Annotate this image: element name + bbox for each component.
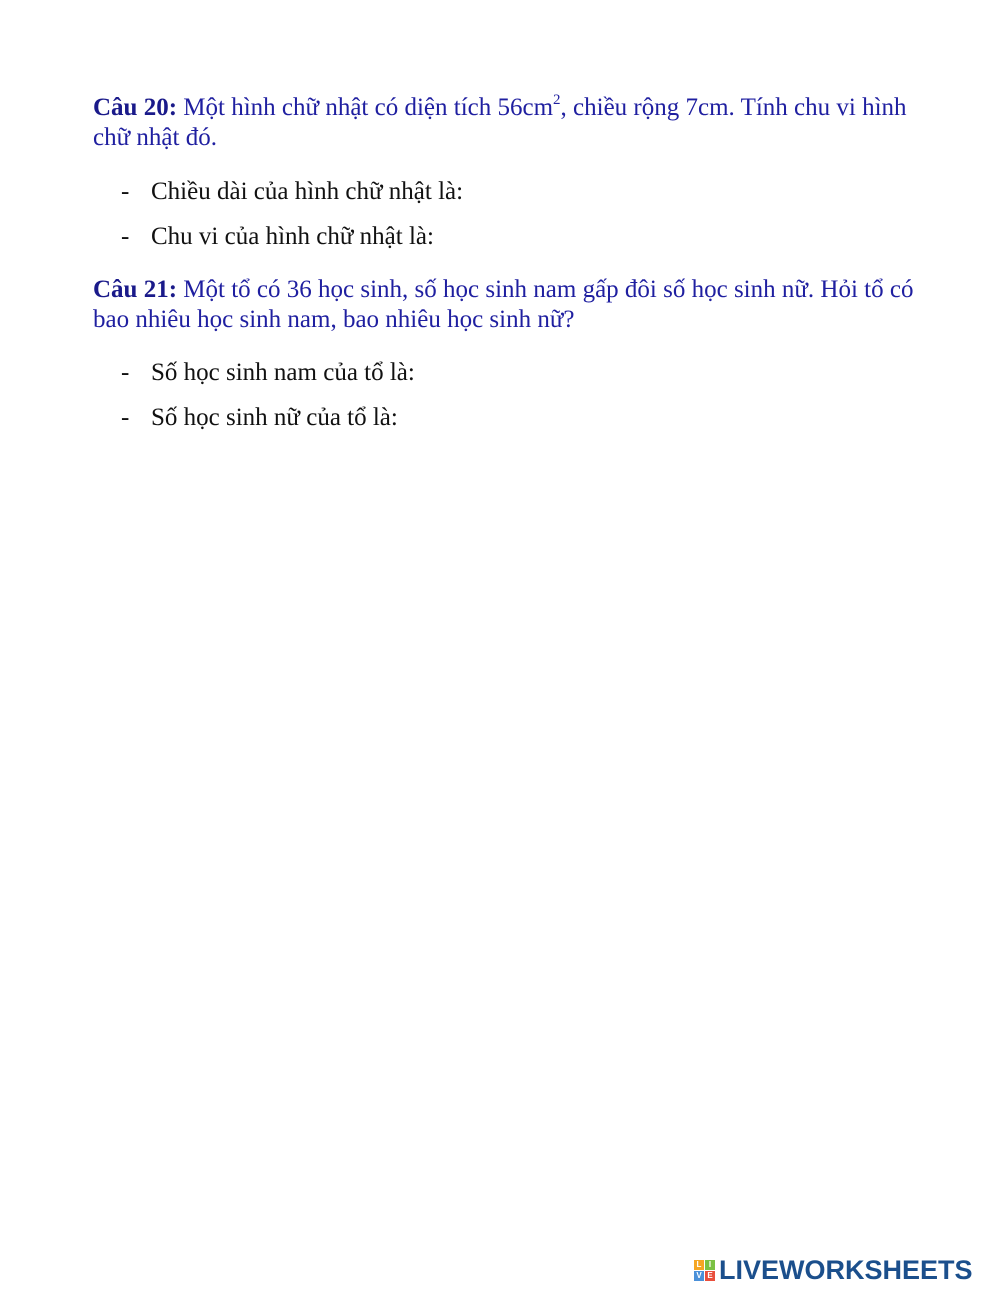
liveworksheets-logo-icon (694, 1260, 715, 1281)
liveworksheets-logo-text: LIVEWORKSHEETS (719, 1254, 973, 1285)
item-text: Số học sinh nam của tổ là: (151, 359, 415, 386)
question-21-item-girls (121, 403, 398, 433)
logo-letter-e: E (705, 1271, 715, 1281)
item-text: Chu vi của hình chữ nhật là: (151, 223, 434, 250)
logo-letter-v: V (694, 1271, 704, 1281)
question-20-item-length (121, 177, 463, 207)
item-text: Chiều dài của hình chữ nhật là: (151, 178, 464, 205)
list-dash: - (121, 359, 130, 386)
question-20-superscript: 2 (553, 91, 561, 108)
question-21-item-boys (121, 358, 415, 388)
list-dash: - (121, 178, 130, 205)
question-21 (93, 275, 933, 335)
question-21-text: Một tổ có 36 học sinh, số học sinh nam gấp đôi số học sinh nữ. Hỏi tổ có bao nhiêu học sinh nam, bao nhiêu học sinh nữ? (93, 276, 914, 333)
liveworksheets-logo (694, 1256, 990, 1284)
logo-letter-l: L (694, 1260, 704, 1270)
question-20-item-perimeter (121, 222, 434, 252)
item-text: Số học sinh nữ của tổ là: (151, 404, 398, 431)
list-dash: - (121, 223, 130, 250)
question-20-number: Câu 20: (93, 94, 178, 121)
question-20 (93, 93, 933, 153)
list-dash: - (121, 404, 130, 431)
question-20-text-part2: , chiều rộng 7cm. Tính chu vi hình chữ nhật đó. (93, 94, 907, 151)
question-21-number: Câu 21: (93, 276, 178, 303)
logo-letter-i: I (705, 1260, 715, 1270)
question-20-text-part1: Một hình chữ nhật có diện tích 56cm (183, 94, 554, 121)
